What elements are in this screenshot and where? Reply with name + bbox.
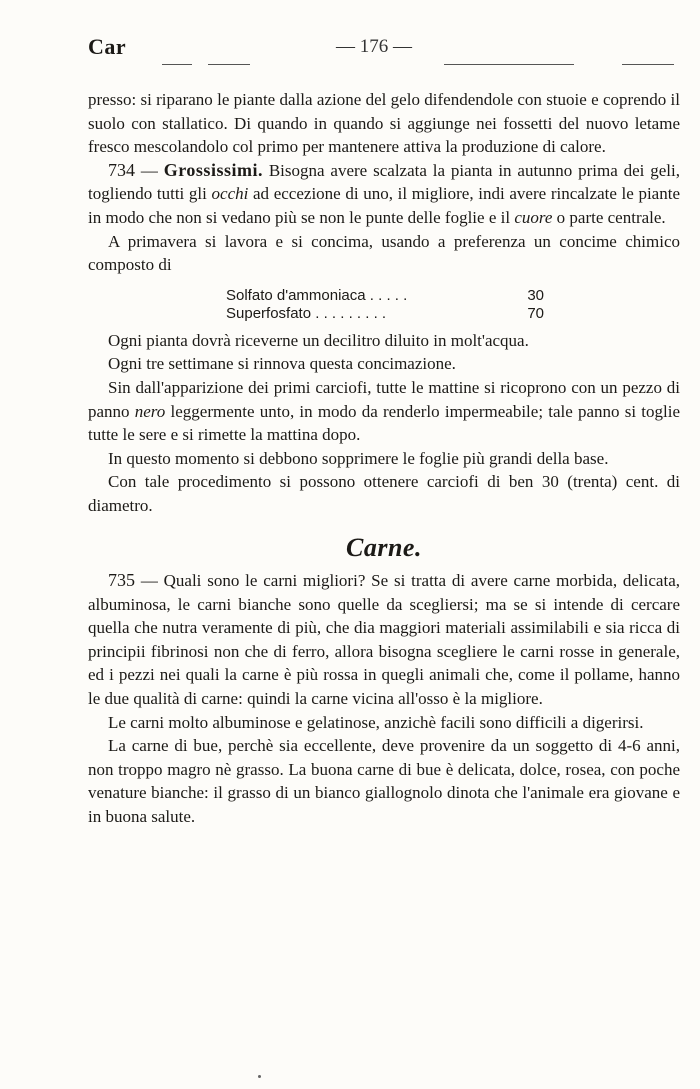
entry-heading: Grossissimi. [163,159,263,180]
table-row [226,305,544,323]
paragraph-albuminose: Le carni molto albuminose e gelatinose, anzichè facili sono difficili a digerirsi. [108,712,644,732]
table-row [226,287,544,305]
paragraph-continuation: presso: si riparano le piante dalla azione del gelo difendendole con stuoie e coprendo il suolo con stallatico. Di quando in quando si aggiunge nei fossetti del nuovo letame fresco mescolandolo col primo per mantenere attiva la produzione di calore. [88,90,680,157]
fertilizer-table [226,287,680,323]
entry-text: Quali sono le carni migliori? Se si tratta di avere carne morbida, delicata, albuminosa, le carni bianche sono quelle da scegliersi; ma se si intende di cercare quella che nutra veramente di più, che dia maggiori materiali assimilabili e sia ricca di principii fibrinosi non che di ferro, allora bisogna scegliere le carni rosse in generale, ed i pezzi nei quali la carne è più rossa in quegli animali che, come il pollame, hanno le due qualità di carne: quindi la carne vicina all'osso è la migliore. [88,571,680,709]
paper-speck [258,1075,261,1078]
paragraph-bue: La carne di bue, perchè sia eccellente, deve provenire da un soggetto di 4-6 anni, non troppo magro nè grasso. La buona carne di bue è delicata, dolce, rosea, con poche venature bianche: il grasso di un bianco giallognolo dinota che l'animale era giovane e in buona salute. [88,736,680,827]
section-title: Carne. [346,532,422,562]
running-head: Car [88,34,127,59]
entry-text-c: o parte centrale. [552,207,666,227]
header-rule-left-2 [208,64,250,65]
paragraph-italic-nero: nero [134,401,166,421]
entry-dash: — [135,160,164,180]
table-label: Solfato d'ammoniaca [226,286,366,304]
entry-734 [88,159,680,230]
table-value: 30 [527,286,544,304]
paragraph-pianta: Ogni pianta dovrà riceverne un decilitro diluito in molt'acqua. [108,330,529,350]
entry-text-b: ad eccezione di uno, il migliore, indi avere rincalzate le piante in modo che non si vedano più se non le punte delle foglie e il [88,184,680,227]
entry-text-a: Bisogna avere scalzata la pianta in autunno prima dei geli, togliendo tutti gli [88,160,680,204]
page-header [88,34,680,64]
entry-italic-cuore: cuore [514,207,553,227]
page-number: — 176 — [336,36,412,57]
entry-number: 735 [108,570,135,591]
entry-number: 734 [108,159,135,180]
paragraph-procedimento: Con tale procedimento si possono ottenere carciofi di ben 30 (trenta) cent. di diametro. [88,472,680,515]
table-label: Superfosfato [226,304,312,322]
entry-dash: — [135,571,164,591]
paragraph-primavera: A primavera si lavora e si concima, usando a preferenza un concime chimico composto di [88,231,680,275]
body-text [88,88,680,829]
table-leader-dots: . . . . . . . . . [311,304,391,322]
entry-italic-occhi: occhi [211,184,249,204]
header-rule-right [444,64,574,65]
paragraph-settimane: Ogni tre settimane si rinnova questa concimazione. [108,354,456,374]
table-value: 70 [527,304,544,322]
header-rule-left [162,64,192,65]
entry-735 [88,569,680,711]
page-number-value: 176 [359,36,389,57]
paragraph-carciofi [88,376,680,447]
paragraph-foglie: In questo momento si debbono sopprimere le foglie più grandi della base. [108,448,609,468]
paragraph-text-a: Sin dall'apparizione dei primi carciofi, tutte le mattine si ricoprono con un pezzo di panno [88,377,680,421]
header-rule-right-2 [622,64,674,65]
paragraph-text-b: leggermente unto, in modo da renderlo impermeabile; tale panno si toglie tutte le sere e si rimette la mattina dopo. [88,401,681,445]
table-leader-dots: . . . . . [365,286,412,304]
